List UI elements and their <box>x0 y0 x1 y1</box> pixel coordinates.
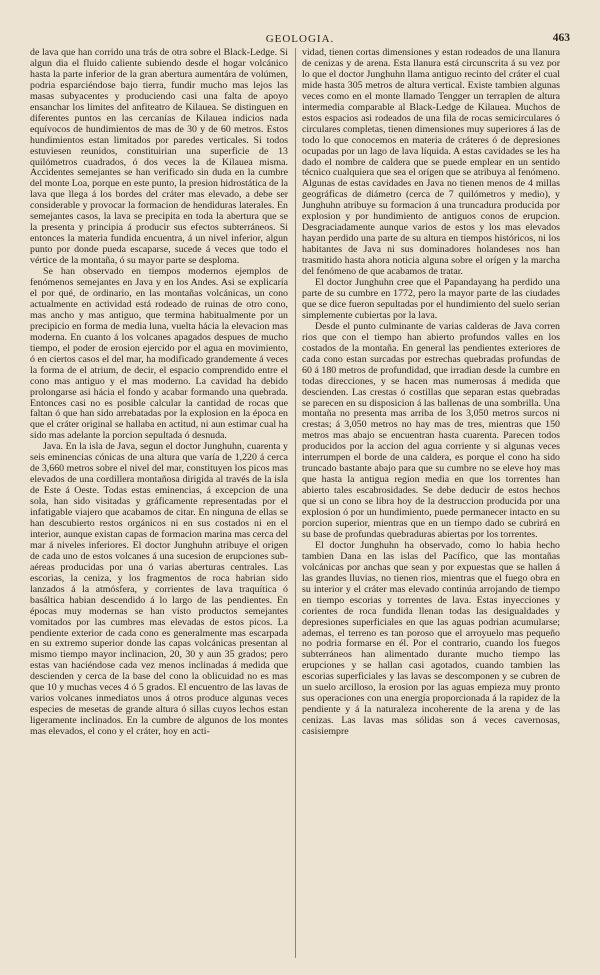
paragraph: Java. En la isla de Java, segun el doctor Junghuhn, cuarenta y seis eminencias cónicas de una altura que varía de 1,220 á cerca de 3,660 metros sobre el nivel del mar, constituyen los picos mas elevados de una cordillera montañosa dirigida al través de la isla de Este á Oeste. Todas estas eminencias, á excepcion de una sola, han sido visitadas y gráficamente representadas por el infatigable viajero que acabamos de citar. En ninguna de ellas se han descubierto restos orgánicos ni en sus costados ni en el interior, aunque existan capas de formacion marina mas cerca del mar á niveles inferiores. El doctor Junghuhn atribuye el origen de cada uno de estos volcanes á una sucesion de erupciones sub-aéreas producidas por una ó varias aberturas centrales. Las escorias, la ceniza, y los fragmentos de roca habrian sido lanzados á la atmósfera, y corrientes de lava traquítica ó basáltica habian descendido á lo largo de las pendientes. En épocas muy modernas se han visto productos semejantes vomitados por las cumbres mas elevadas de estos picos. La pendiente exterior de cada cono es generalmente mas escarpada en su extremo superior donde las capas volcánicas presentan al mismo tiempo mayor inclinacion, 20, 30 y aun 35 grados; pero estas van haciéndose cada vez menos inclinadas á medida que descienden y cerca de la base del cono la oblicuidad no es mas que 10 y muchas veces 4 ó 5 grados. El encuentro de las lavas de varios volcanes inmediatos unos á otros produce algunas veces especies de mesetas de grande altura ó sillas cuyos lechos estan ligeramente inclinados. En la cumbre de algunos de los montes mas elevados, el cono y el cráter, hoy en acti- <box>30 441 288 738</box>
paragraph: El doctor Junghuhn cree que el Papandayang ha perdido una parte de su cumbre en 1772, pero la mayor parte de las ciudades que se dice fueron sepultadas por el hundimiento del suelo serian simplemente cubiertas por la lava. <box>302 277 560 321</box>
left-column <box>30 48 288 738</box>
paragraph: de lava que han corrido una trás de otra sobre el Black-Ledge. Si algun dia el fluido caliente subiendo desde el hogar volcánico hasta la parte inferior de la gran abertura aumentára de volúmen, podria esparciéndose bajo tierra, fundir mucho mas lejos las masas subyacentes y produciendo casi una falta de apoyo ensanchar los límites del anfiteatro de Kilauea. Se distinguen en diferentes puntos en las cercanías de Kilauea indicios nada equívocos de hundimientos de mas de 30 y de 60 metros. Estos hundimientos estan limitados por paredes verticales. Si todos estuviesen reunidos, constituirian una superficie de 13 quilómetros cuadrados, ó dos veces la de Kilauea misma. Accidentes semejantes se han verificado sin duda en la cumbre del monte Loa, porque en este punto, la presion hidrostática de la lava que llega á los bordes del cráter mas elevado, a debe ser considerable y provocar la formacion de hendiduras laterales. En semejantes casos, la lava se precipita en toda la abertura que se la presenta y principia á producir sus efectos subterráneos. Si entonces la materia fundida encuentra, á un nivel inferior, algun punto por donde pueda escaparse, sucede á veces que todo el vértice de la montaña, ó su mayor parte se desploma. <box>30 47 288 267</box>
running-title: GEOLOGIA. <box>265 33 335 45</box>
right-column <box>302 48 560 738</box>
page-number: 463 <box>552 32 570 44</box>
column-divider <box>295 48 296 958</box>
paragraph: El doctor Junghuhn ha observado, como lo habia hecho tambien Dana en las islas del Pacífico, que las montañas volcánicas por anchas que sean y por expuestas que se hallen á las grandes lluvias, no tienen rios, mientras que el fuego obra en su interior y el cráter mas elevado continúa arrojando de tiempo en tiempo escorias y torrentes de lava. Estas inyecciones y corientes de roca fundida llenan todas las desigualdades y depresiones superficiales en que las aguas podrian acumularse; ademas, el terreno es tan poroso que el arroyuelo mas pequeño no podria formarse en él. Por el contrario, cuando los fuegos subterráneos han alimentado durante mucho tiempo las erupciones y se hallan casi agotados, cuando tambien las escorias superficiales y las lavas se descomponen y se cubren de un suelo arcilloso, la erosion por las aguas empieza muy pronto sus operaciones con una energía proporcionada á la rapidez de la pendiente y á la naturaleza incoherente de la arena y de las cenizas. Las lavas mas sólidas son á veces cavernosas, casisiempre <box>302 539 560 738</box>
paragraph: Se han observado en tiempos modernos ejemplos de fenómenos semejantes en Java y en los Andes. Asi se explicaría el por qué, de ordinario, en las montañas volcánicas, un cono actualmente en actividad está rodeado de ruinas de otro cono, mas ancho y mas antiguo, que termina habitualmente por un precipicio en forma de media luna, vuelta hácia la elevacion mas moderna. En cuanto á los volcanes apagados despues de mucho tiempo, el poder de erosion ejercido por el agua en movimiento, ó en ciertos casos el del mar, ha modificado grandemente á veces la forma de el atrium, de decir, el espacio comprendido entre el cono mas antiguo y el mas moderno. La cavidad ha debido prolongarse asi hácia el fondo y acabar formando una quebrada. Entonces casi no es posible calcular la cantidad de rocas que faltan ó que han sido arrebatadas por la explosion en la época en que el cráter original se hallaba en actitud, ni aun estimar cual ha sido mas adelante la porcion sepultada ó desnuda. <box>30 266 288 442</box>
paragraph: vidad, tienen cortas dimensiones y estan rodeados de una llanura de cenizas y de arena. Esta llanura está circunscrita á su vez por lo que el doctor Junghuhn llama antiguo recinto del cráter el cual mide hasta 305 metros de altura vertical. Existe tambien algunas veces como en el monte llamado Tengger un terraplen de altura intermedia comparable al Black-Ledge de Kilauea. Muchos de estos espacios asi rodeados de una fila de rocas semicirculares ó circulares completas, tienen dimensiones muy superiores á las de todo lo que conocemos en materia de cráteres ó de depresiones ocupadas por un lago de lava líquida. A estas cavidades se les ha dado el nombre de caldera que se puede emplear en un sentido técnico cualquiera que sea el orígen que se atribuya al fenómeno. Algunas de estas cavidades en Java no tienen menos de 4 millas geográficas de diámetro (cerca de 7 quilómetros y medio), y Junghuhn atribuye su formacion á una truncadura producida por explosion y por hundimiento de antiguos conos de erupcion. Desgraciadamente aunque varios de estos y los mas elevados hayan perdido una parte de su altura en tiempos históricos, ni los habitantes de Java ni sus dominadores holandeses nos han trasmitido hasta ahora noticia alguna sobre el orígen y la marcha del fenómeno de que acabamos de tratar. <box>302 47 560 278</box>
paragraph: Desde el punto culminante de varias calderas de Java corren rios que con el tiempo han abierto profundos valles en los costados de la montaña. En general las pendientes exteriores de cada cono estan surcadas por estrechas quebradas profundas de 60 á 180 metros de profundidad, que irradian desde la cumbre en todas direcciones, y se hacen mas numerosas á medida que descienden. Las crestas ó costillas que separan estas quebradas se parecen en su disposicion á las ballenas de una sombrilla. Una montaña no presenta mas arriba de los 3,050 metros surcos ni crestas; á 3,050 metros no hay mas de tres, mientras que 150 metros mas abajo se encuentran hasta cuarenta. Parecen todos producidos por la accion del agua corriente y si algunas veces interrumpen el borde de una caldera, es porque el cono ha sido truncado bastante abajo para que su cumbre no se eleve hoy mas que hasta la antigua region media en que los torrentes han abierto tales escabrosidades. Se debe deducir de estos hechos que si un cono se libra hoy de la destruccion producida por una explosion ó por un hundimiento, puede permanecer intacto en su porcion superior, mientras que en un tiempo dado se cubrirá en su base de profundas quebraduras abiertas por los torrentes. <box>302 320 560 540</box>
